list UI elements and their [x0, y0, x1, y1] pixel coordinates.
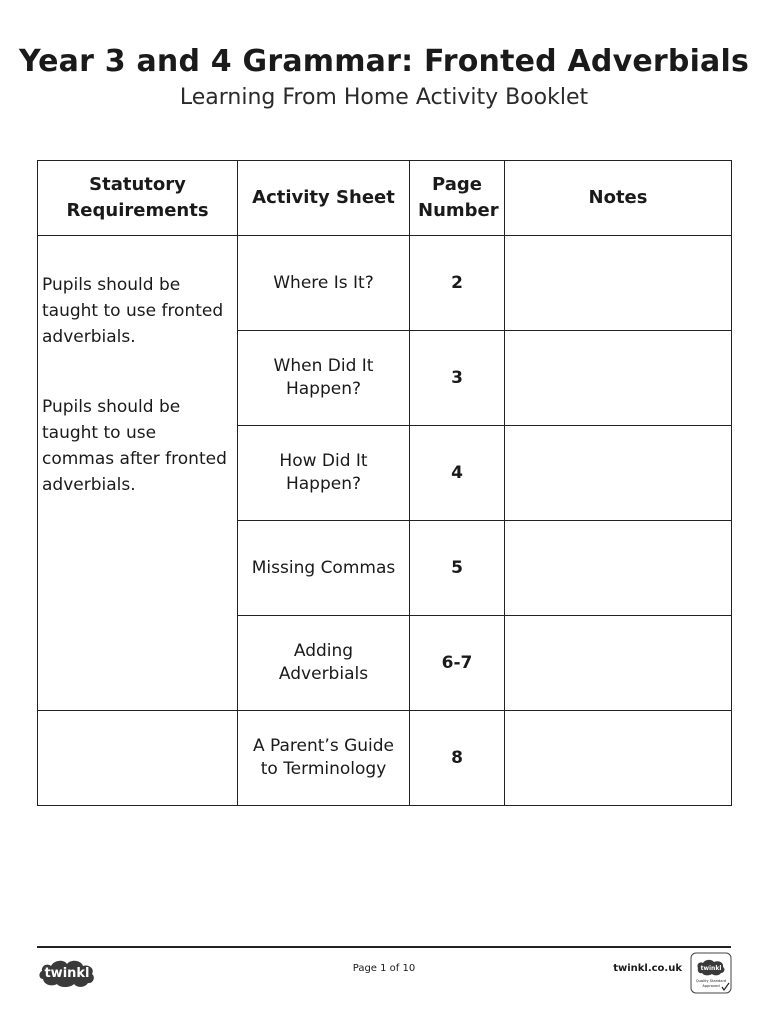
activity-cell: Where Is It?: [238, 236, 410, 331]
header-page: Page Number: [410, 161, 505, 236]
table-row: [38, 711, 732, 806]
svg-text:twinkl: twinkl: [700, 965, 722, 972]
page-number-cell: 3: [410, 331, 505, 426]
activity-cell: How Did It Happen?: [238, 426, 410, 521]
activity-cell: When Did It Happen?: [238, 331, 410, 426]
footer-divider: [37, 946, 731, 948]
notes-cell: [505, 236, 732, 331]
activity-cell: A Parent’s Guide to Terminology: [238, 711, 410, 806]
page-number-cell: 6-7: [410, 616, 505, 711]
page-title: Year 3 and 4 Grammar: Fronted Adverbials: [18, 44, 750, 79]
logo-text: twinkl: [44, 966, 90, 981]
page-number-cell: 4: [410, 426, 505, 521]
requirement-text: Pupils should be taught to use fronted adverbials.: [42, 275, 224, 347]
notes-cell: [505, 331, 732, 426]
site-url: twinkl.co.uk: [613, 963, 682, 974]
notes-cell: [505, 521, 732, 616]
quality-badge-icon: [690, 952, 732, 994]
page-number-cell: 2: [410, 236, 505, 331]
page-indicator: Page 1 of 10: [352, 963, 416, 974]
table-row: [38, 236, 732, 331]
notes-cell: [505, 426, 732, 521]
requirement-text: Pupils should be taught to use commas after fronted adverbials.: [42, 397, 227, 495]
page-number-cell: 8: [410, 711, 505, 806]
header-notes: Notes: [505, 161, 732, 236]
activity-cell: Missing Commas: [238, 521, 410, 616]
header-statutory: Statutory Requirements: [38, 161, 238, 236]
requirements-cell: [38, 236, 238, 711]
page-number-cell: 5: [410, 521, 505, 616]
activity-table: [37, 160, 732, 806]
table-header-row: [38, 161, 732, 236]
page-subtitle: Learning From Home Activity Booklet: [179, 85, 589, 110]
requirements-cell-empty: [38, 711, 238, 806]
notes-cell: [505, 616, 732, 711]
activity-cell: Adding Adverbials: [238, 616, 410, 711]
notes-cell: [505, 711, 732, 806]
header-activity: Activity Sheet: [238, 161, 410, 236]
svg-text:Quality Standard: Quality Standard: [695, 979, 727, 983]
svg-text:Approved: Approved: [702, 984, 720, 988]
